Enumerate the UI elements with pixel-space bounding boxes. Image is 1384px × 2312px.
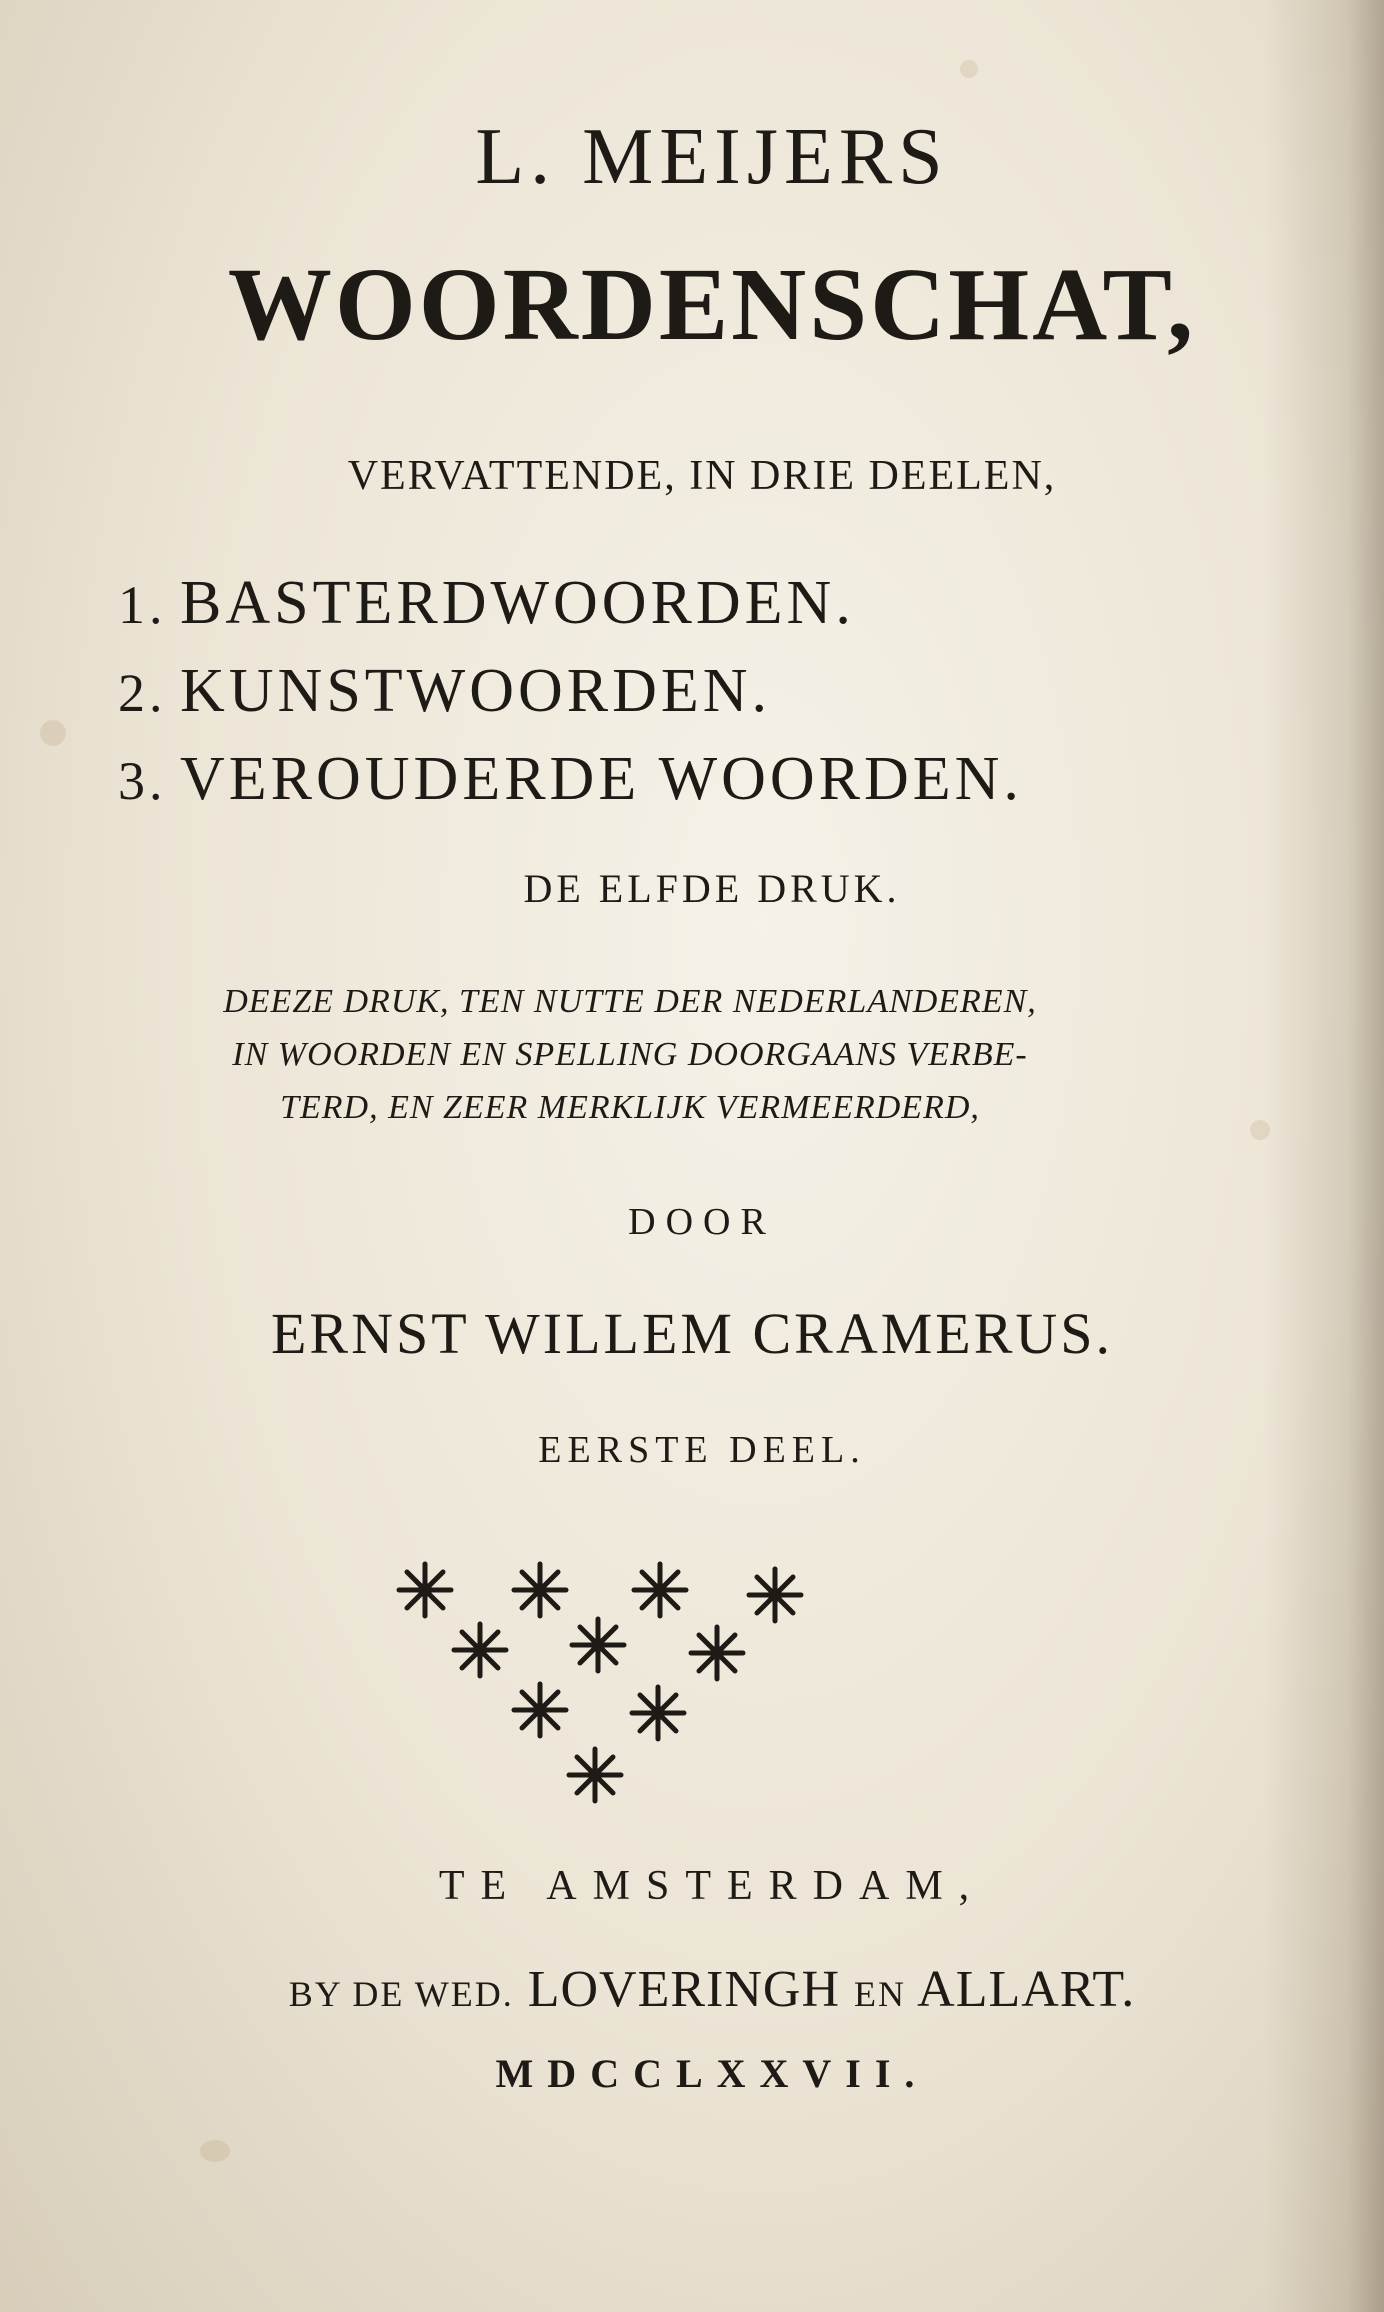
foxing-spot [960,60,978,78]
part-label: BASTERDWOORDEN. [180,569,855,637]
volume-line: EERSTE DEEL. [538,1429,866,1471]
printer-conjunction: EN [854,1974,907,2014]
part-label: VEROUDERDE WOORDEN. [180,745,1023,813]
part-item [118,560,1023,648]
part-item [118,648,1023,736]
publication-year: MDCCLXXVII. [495,2051,929,2096]
author-line: L. MEIJERS [475,113,949,201]
city-line: TE AMSTERDAM, [438,1863,986,1909]
editor-name: ERNST WILLEM CRAMERUS. [270,1301,1114,1366]
foxing-spot [40,720,66,746]
edition-note: DEEZE DRUK, TEN NUTTE DER NEDERLANDEREN, IN WOORDEN EN SPELLING DOORGAANS VERBE- TERD, EN ZEER MERKLIJK VERMEERDERD, [223,983,1037,1126]
part-number: 2. [118,663,167,723]
part-label: KUNSTWOORDEN. [180,657,772,725]
printer-prefix: BY DE WED. [288,1974,514,2014]
printer-name-2: ALLART. [917,1961,1136,2018]
foxing-spot [200,2140,230,2162]
asterism-ornament-icon [380,1545,840,1825]
parts-list [118,560,1023,824]
printer-name-1: LOVERINGH [527,1961,841,2018]
subtitle: VERVATTENDE, IN DRIE DEELEN, [347,453,1057,499]
printer-line [0,1960,1384,2019]
by-line: DOOR [628,1201,776,1243]
edition-line: DE ELFDE DRUK. [523,866,901,911]
part-number: 1. [118,575,167,635]
part-number: 3. [118,751,167,811]
book-title: WOORDENSCHAT, [227,247,1197,362]
part-item [118,736,1023,824]
